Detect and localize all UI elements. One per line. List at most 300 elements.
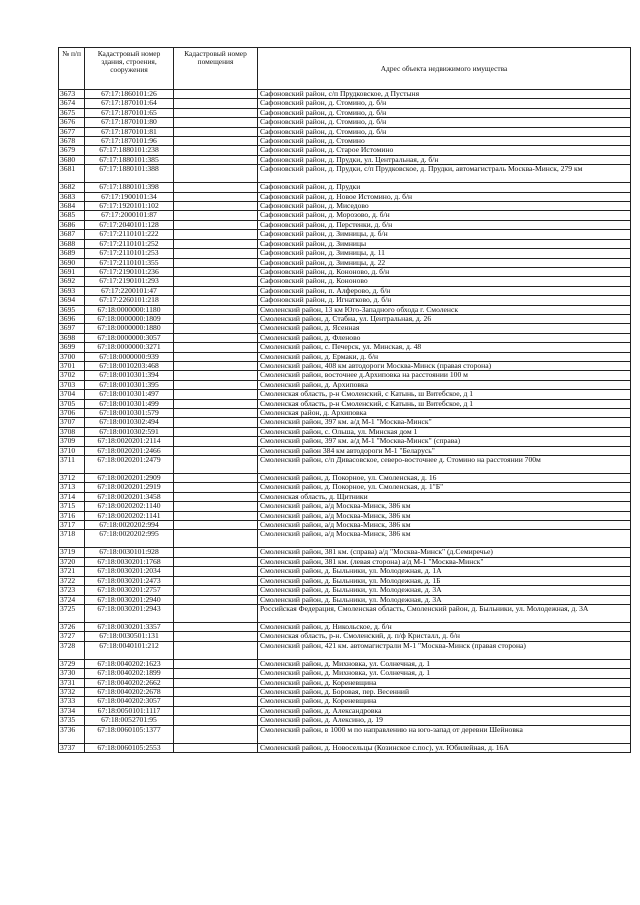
- cadastral-number: 67:17:1870101:81: [85, 127, 174, 136]
- cadastral-number: 67:17:2000101:87: [85, 211, 174, 220]
- cadastral-number: 67:17:2110101:355: [85, 258, 174, 267]
- row-number: 3686: [59, 220, 85, 229]
- room-cadastral-number: [174, 99, 258, 108]
- cadastral-number: 67:17:1920101:102: [85, 202, 174, 211]
- cadastral-number: 67:18:0010302:494: [85, 418, 174, 427]
- row-number: 3701: [59, 361, 85, 370]
- row-number: 3714: [59, 492, 85, 501]
- cadastral-number: 67:18:0040202:1623: [85, 659, 174, 668]
- table-row: [59, 305, 631, 314]
- address-cell: Смоленский район, 397 км. а/д М-1 "Москва-Минск" (справа): [258, 437, 631, 446]
- address-cell: Сафоновский район, д. Перстенки, д. б/н: [258, 220, 631, 229]
- cadastral-number: 67:18:0040202:3057: [85, 697, 174, 706]
- address-cell: Сафоновский район, д. Зимницы, д. 22: [258, 258, 631, 267]
- room-cadastral-number: [174, 427, 258, 436]
- row-number: 3687: [59, 230, 85, 239]
- cadastral-number: 67:18:0030201:2473: [85, 576, 174, 585]
- header-num: № п/п: [59, 48, 85, 90]
- row-number: 3676: [59, 118, 85, 127]
- address-cell: Смоленский район, д. Михновка, ул. Солнечная, д. 1: [258, 659, 631, 668]
- table-row: [59, 127, 631, 136]
- cadastral-number: 67:18:0050101:1117: [85, 706, 174, 715]
- cadastral-number: 67:18:0030201:2757: [85, 586, 174, 595]
- row-number: 3726: [59, 622, 85, 631]
- row-number: 3679: [59, 146, 85, 155]
- address-cell: Смоленский район, с. Печерск, ул. Минская, д. 48: [258, 343, 631, 352]
- room-cadastral-number: [174, 192, 258, 201]
- address-cell: Смоленский район, д. Архиповка: [258, 380, 631, 389]
- cadastral-number: 67:18:0060105:1377: [85, 725, 174, 743]
- table-row: [59, 427, 631, 436]
- room-cadastral-number: [174, 230, 258, 239]
- row-number: 3675: [59, 108, 85, 117]
- row-number: 3694: [59, 296, 85, 305]
- room-cadastral-number: [174, 352, 258, 361]
- address-cell: Смоленский район, д. Кореневщина: [258, 678, 631, 687]
- row-number: 3720: [59, 557, 85, 566]
- table-row: [59, 622, 631, 631]
- table-row: [59, 277, 631, 286]
- table-row: [59, 220, 631, 229]
- row-number: 3736: [59, 725, 85, 743]
- table-row: [59, 492, 631, 501]
- room-cadastral-number: [174, 725, 258, 743]
- table-row: [59, 567, 631, 576]
- room-cadastral-number: [174, 502, 258, 511]
- table-row: [59, 99, 631, 108]
- cadastral-number: 67:17:1880101:398: [85, 183, 174, 192]
- table-row: [59, 530, 631, 548]
- room-cadastral-number: [174, 530, 258, 548]
- room-cadastral-number: [174, 604, 258, 622]
- row-number: 3716: [59, 511, 85, 520]
- room-cadastral-number: [174, 90, 258, 99]
- cadastral-number: 67:18:0030201:2034: [85, 567, 174, 576]
- cadastral-number: 67:17:1870101:80: [85, 118, 174, 127]
- table-row: [59, 258, 631, 267]
- table-row: [59, 483, 631, 492]
- address-cell: Смоленский район 384 км автодороги М-1 "Беларусь": [258, 446, 631, 455]
- row-number: 3717: [59, 521, 85, 530]
- document-page: [58, 47, 630, 753]
- cadastral-number: 67:18:0020201:2466: [85, 446, 174, 455]
- address-cell: Смоленский район, 408 км автодороги Москва-Минск (правая сторона): [258, 361, 631, 370]
- address-cell: Смоленский район, а/д Москва-Минск, 386 км: [258, 511, 631, 520]
- cadastral-number: 67:18:0030201:2943: [85, 604, 174, 622]
- cadastral-number: 67:18:0030201:1768: [85, 557, 174, 566]
- address-cell: Смоленский район, д. Никольское, д. б/н: [258, 622, 631, 631]
- address-cell: Сафоновский район, д. Стомино: [258, 137, 631, 146]
- table-row: [59, 380, 631, 389]
- room-cadastral-number: [174, 409, 258, 418]
- row-number: 3707: [59, 418, 85, 427]
- cadastral-number: 67:17:2110101:252: [85, 239, 174, 248]
- table-row: [59, 146, 631, 155]
- table-row: [59, 521, 631, 530]
- cadastral-number: 67:18:0010301:579: [85, 409, 174, 418]
- table-row: [59, 108, 631, 117]
- room-cadastral-number: [174, 137, 258, 146]
- cadastral-number: 67:18:0000000:3271: [85, 343, 174, 352]
- room-cadastral-number: [174, 343, 258, 352]
- row-number: 3722: [59, 576, 85, 585]
- table-row: [59, 604, 631, 622]
- row-number: 3706: [59, 409, 85, 418]
- cadastral-number: 67:17:1870101:65: [85, 108, 174, 117]
- table-row: [59, 239, 631, 248]
- room-cadastral-number: [174, 483, 258, 492]
- address-cell: Смоленский район, д. Ермаки, д. б/н: [258, 352, 631, 361]
- address-cell: Смоленский район, д. Александровка: [258, 706, 631, 715]
- row-number: 3729: [59, 659, 85, 668]
- row-number: 3715: [59, 502, 85, 511]
- table-row: [59, 390, 631, 399]
- table-body: [59, 90, 631, 753]
- cadastral-number: 67:18:0052701:95: [85, 716, 174, 725]
- table-row: [59, 118, 631, 127]
- address-cell: Сафоновский район, д. Игнатково, д. б/н: [258, 296, 631, 305]
- cadastral-number: 67:17:2260101:218: [85, 296, 174, 305]
- room-cadastral-number: [174, 456, 258, 474]
- property-table: [58, 47, 631, 753]
- room-cadastral-number: [174, 220, 258, 229]
- row-number: 3678: [59, 137, 85, 146]
- row-number: 3708: [59, 427, 85, 436]
- cadastral-number: 67:18:0040202:2662: [85, 678, 174, 687]
- address-cell: Смоленский район, 13 км Юго-Западного обхода г. Смоленск: [258, 305, 631, 314]
- address-cell: Сафоновский район, д. Зимницы: [258, 239, 631, 248]
- row-number: 3724: [59, 595, 85, 604]
- table-row: [59, 90, 631, 99]
- cadastral-number: 67:18:0040101:212: [85, 641, 174, 659]
- address-cell: Смоленский район, а/д Москва-Минск, 386 км: [258, 530, 631, 548]
- cadastral-number: 67:17:2110101:253: [85, 249, 174, 258]
- table-row: [59, 669, 631, 678]
- room-cadastral-number: [174, 267, 258, 276]
- cadastral-number: 67:17:1860101:26: [85, 90, 174, 99]
- table-row: [59, 502, 631, 511]
- address-cell: Сафоновский район, д. Морозово, д. б/н: [258, 211, 631, 220]
- address-cell: Смоленский район, д. Быльники, ул. Молодежная, д. 1А: [258, 567, 631, 576]
- address-cell: Сафоновский район, д. Миседово: [258, 202, 631, 211]
- row-number: 3699: [59, 343, 85, 352]
- address-cell: Сафоновский район, д. Прудки, ул. Центральная, д. б/н: [258, 155, 631, 164]
- row-number: 3718: [59, 530, 85, 548]
- room-cadastral-number: [174, 474, 258, 483]
- table-row: [59, 183, 631, 192]
- room-cadastral-number: [174, 211, 258, 220]
- table-row: [59, 595, 631, 604]
- cadastral-number: 67:18:0000000:1880: [85, 324, 174, 333]
- row-number: 3705: [59, 399, 85, 408]
- cadastral-number: 67:18:0010302:591: [85, 427, 174, 436]
- address-cell: Смоленский район, д. Боровая, пер. Весенний: [258, 687, 631, 696]
- table-row: [59, 659, 631, 668]
- cadastral-number: 67:17:1870101:64: [85, 99, 174, 108]
- row-number: 3674: [59, 99, 85, 108]
- table-row: [59, 678, 631, 687]
- table-row: [59, 725, 631, 743]
- cadastral-number: 67:18:0020201:2114: [85, 437, 174, 446]
- address-cell: Смоленский район, д. Покорное, ул. Смоленская, д. 16: [258, 474, 631, 483]
- room-cadastral-number: [174, 390, 258, 399]
- table-row: [59, 296, 631, 305]
- row-number: 3737: [59, 743, 85, 752]
- table-row: [59, 286, 631, 295]
- address-cell: Смоленский район, д. Стабна, ул. Центральная, д. 26: [258, 314, 631, 323]
- row-number: 3677: [59, 127, 85, 136]
- cadastral-number: 67:18:0040202:2678: [85, 687, 174, 696]
- room-cadastral-number: [174, 399, 258, 408]
- table-row: [59, 211, 631, 220]
- table-row: [59, 437, 631, 446]
- cadastral-number: 67:17:2040101:128: [85, 220, 174, 229]
- address-cell: Сафоновский район, с/п Прудковское, д Пустыня: [258, 90, 631, 99]
- row-number: 3691: [59, 267, 85, 276]
- row-number: 3730: [59, 669, 85, 678]
- address-cell: Смоленская область, р-н Смоленский, с Катынь, ш Витебское, д 1: [258, 390, 631, 399]
- address-cell: Сафоновский район, д. Стомино, д. б/н: [258, 127, 631, 136]
- row-number: 3704: [59, 390, 85, 399]
- room-cadastral-number: [174, 669, 258, 678]
- table-row: [59, 324, 631, 333]
- cadastral-number: 67:17:2190101:236: [85, 267, 174, 276]
- room-cadastral-number: [174, 595, 258, 604]
- address-cell: Смоленский район, д. Михновка, ул. Солнечная, д. 1: [258, 669, 631, 678]
- room-cadastral-number: [174, 380, 258, 389]
- table-row: [59, 409, 631, 418]
- room-cadastral-number: [174, 743, 258, 752]
- table-row: [59, 576, 631, 585]
- table-row: [59, 137, 631, 146]
- room-cadastral-number: [174, 567, 258, 576]
- table-row: [59, 202, 631, 211]
- row-number: 3734: [59, 706, 85, 715]
- table-row: [59, 557, 631, 566]
- address-cell: Сафоновский район, д. Зимницы, д. 11: [258, 249, 631, 258]
- table-row: [59, 371, 631, 380]
- header-address: Адрес объекта недвижимого имущества: [258, 48, 631, 90]
- table-row: [59, 399, 631, 408]
- row-number: 3700: [59, 352, 85, 361]
- address-cell: Смоленский район, д. Покорное, ул. Смоленская, д. 1"Б": [258, 483, 631, 492]
- room-cadastral-number: [174, 706, 258, 715]
- row-number: 3680: [59, 155, 85, 164]
- header-cadastral-room: Кадастровый номер помещения: [174, 48, 258, 90]
- cadastral-number: 67:18:0030201:2940: [85, 595, 174, 604]
- address-cell: Смоленский район, с. Ольша, ул. Минская дом 1: [258, 427, 631, 436]
- address-cell: Смоленский район, 397 км. а/д М-1 "Москва-Минск": [258, 418, 631, 427]
- room-cadastral-number: [174, 296, 258, 305]
- room-cadastral-number: [174, 437, 258, 446]
- cadastral-number: 67:18:0060105:2553: [85, 743, 174, 752]
- room-cadastral-number: [174, 697, 258, 706]
- row-number: 3696: [59, 314, 85, 323]
- room-cadastral-number: [174, 716, 258, 725]
- room-cadastral-number: [174, 446, 258, 455]
- address-cell: Сафоновский район, д. Кононово: [258, 277, 631, 286]
- cadastral-number: 67:18:0020201:2909: [85, 474, 174, 483]
- table-row: [59, 314, 631, 323]
- table-row: [59, 230, 631, 239]
- address-cell: Смоленский район, с/п Дивасовское, северо-восточнее д. Стомино на расстоянии 700м: [258, 456, 631, 474]
- table-row: [59, 474, 631, 483]
- address-cell: Сафоновский район, д. Новое Истомино, д. б/н: [258, 192, 631, 201]
- address-cell: Сафоновский район, п. Алферово, д. б/н: [258, 286, 631, 295]
- room-cadastral-number: [174, 249, 258, 258]
- row-number: 3692: [59, 277, 85, 286]
- cadastral-number: 67:18:0020201:2919: [85, 483, 174, 492]
- table-row: [59, 687, 631, 696]
- address-cell: Сафоновский район, д. Старое Истомино: [258, 146, 631, 155]
- room-cadastral-number: [174, 314, 258, 323]
- room-cadastral-number: [174, 324, 258, 333]
- row-number: 3713: [59, 483, 85, 492]
- room-cadastral-number: [174, 127, 258, 136]
- table-row: [59, 697, 631, 706]
- cadastral-number: 67:17:1880101:385: [85, 155, 174, 164]
- cadastral-number: 67:17:1870101:96: [85, 137, 174, 146]
- address-cell: Сафоновский район, д. Прудки: [258, 183, 631, 192]
- room-cadastral-number: [174, 576, 258, 585]
- address-cell: Смоленский район, д. Фленово: [258, 333, 631, 342]
- table-row: [59, 361, 631, 370]
- address-cell: Смоленский район, 421 км. автомагистрали М-1 "Москва-Минск (правая сторона): [258, 641, 631, 659]
- table-row: [59, 511, 631, 520]
- address-cell: Смоленский район, а/д Москва-Минск, 386 км: [258, 521, 631, 530]
- address-cell: Смоленский район, 381 км. (справа) а/д "Москва-Минск" (д.Семиречье): [258, 548, 631, 557]
- table-row: [59, 249, 631, 258]
- cadastral-number: 67:18:0010301:497: [85, 390, 174, 399]
- table-row: [59, 446, 631, 455]
- cadastral-number: 67:17:1880101:388: [85, 165, 174, 183]
- room-cadastral-number: [174, 678, 258, 687]
- row-number: 3697: [59, 324, 85, 333]
- row-number: 3709: [59, 437, 85, 446]
- cadastral-number: 67:17:1880101:238: [85, 146, 174, 155]
- row-number: 3702: [59, 371, 85, 380]
- room-cadastral-number: [174, 108, 258, 117]
- room-cadastral-number: [174, 557, 258, 566]
- cadastral-number: 67:18:0000000:939: [85, 352, 174, 361]
- address-cell: Смоленский район, д. Быльники, ул. Молодежная, д. 3А: [258, 595, 631, 604]
- cadastral-number: 67:18:0020202:994: [85, 521, 174, 530]
- address-cell: Российская Федерация, Смоленская область, Смоленский район, д. Быльники, ул. Молодежная, д. 3А: [258, 604, 631, 622]
- row-number: 3725: [59, 604, 85, 622]
- cadastral-number: 67:18:0020202:1141: [85, 511, 174, 520]
- table-row: [59, 706, 631, 715]
- cadastral-number: 67:18:0030501:131: [85, 632, 174, 641]
- cadastral-number: 67:18:0030101:928: [85, 548, 174, 557]
- address-cell: Смоленский район, д. Новосельцы (Козинское с.пос), ул. Юбилейная, д. 16А: [258, 743, 631, 752]
- room-cadastral-number: [174, 155, 258, 164]
- row-number: 3710: [59, 446, 85, 455]
- table-row: [59, 352, 631, 361]
- cadastral-number: 67:18:0010301:499: [85, 399, 174, 408]
- table-row: [59, 743, 631, 752]
- table-row: [59, 267, 631, 276]
- address-cell: Смоленская область, р-н. Смоленский, д. п/ф Кристалл, д. б/н: [258, 632, 631, 641]
- table-row: [59, 586, 631, 595]
- cadastral-number: 67:18:0010301:394: [85, 371, 174, 380]
- room-cadastral-number: [174, 305, 258, 314]
- room-cadastral-number: [174, 418, 258, 427]
- row-number: 3733: [59, 697, 85, 706]
- room-cadastral-number: [174, 586, 258, 595]
- row-number: 3698: [59, 333, 85, 342]
- address-cell: Смоленская область, д. Щитники: [258, 492, 631, 501]
- row-number: 3683: [59, 192, 85, 201]
- room-cadastral-number: [174, 632, 258, 641]
- room-cadastral-number: [174, 687, 258, 696]
- address-cell: Смоленский район, а/д Москва-Минск, 386 км: [258, 502, 631, 511]
- cadastral-number: 67:17:2190101:293: [85, 277, 174, 286]
- row-number: 3732: [59, 687, 85, 696]
- table-header: [59, 48, 631, 90]
- cadastral-number: 67:18:0030201:3357: [85, 622, 174, 631]
- row-number: 3735: [59, 716, 85, 725]
- table-row: [59, 333, 631, 342]
- room-cadastral-number: [174, 371, 258, 380]
- row-number: 3728: [59, 641, 85, 659]
- room-cadastral-number: [174, 622, 258, 631]
- room-cadastral-number: [174, 511, 258, 520]
- row-number: 3682: [59, 183, 85, 192]
- row-number: 3703: [59, 380, 85, 389]
- cadastral-number: 67:18:0000000:1809: [85, 314, 174, 323]
- row-number: 3690: [59, 258, 85, 267]
- room-cadastral-number: [174, 659, 258, 668]
- row-number: 3719: [59, 548, 85, 557]
- table-row: [59, 343, 631, 352]
- cadastral-number: 67:18:0020202:995: [85, 530, 174, 548]
- row-number: 3727: [59, 632, 85, 641]
- row-number: 3723: [59, 586, 85, 595]
- row-number: 3695: [59, 305, 85, 314]
- cadastral-number: 67:18:0020201:2479: [85, 456, 174, 474]
- cadastral-number: 67:18:0000000:3057: [85, 333, 174, 342]
- table-row: [59, 418, 631, 427]
- cadastral-number: 67:18:0010203:468: [85, 361, 174, 370]
- address-cell: Сафоновский район, д. Стомино, д. б/н: [258, 118, 631, 127]
- address-cell: Смоленский район, 381 км. (левая сторона) а/д М-1 "Москва-Минск": [258, 557, 631, 566]
- row-number: 3721: [59, 567, 85, 576]
- table-row: [59, 548, 631, 557]
- cadastral-number: 67:18:0010301:395: [85, 380, 174, 389]
- address-cell: Смоленский район, д. Быльники, ул. Молодежная, д. 3А: [258, 586, 631, 595]
- address-cell: Смоленский район, в 1000 м по направлению на юго-запад от деревни Шейновка: [258, 725, 631, 743]
- row-number: 3711: [59, 456, 85, 474]
- address-cell: Сафоновский район, д. Стомино, д. б/н: [258, 99, 631, 108]
- room-cadastral-number: [174, 277, 258, 286]
- address-cell: Смоленский район, д. Алексино, д. 19: [258, 716, 631, 725]
- room-cadastral-number: [174, 118, 258, 127]
- row-number: 3731: [59, 678, 85, 687]
- room-cadastral-number: [174, 286, 258, 295]
- cadastral-number: 67:18:0000000:1180: [85, 305, 174, 314]
- row-number: 3673: [59, 90, 85, 99]
- room-cadastral-number: [174, 258, 258, 267]
- header-cadastral-building: Кадастровый номер здания, строения, сооружения: [85, 48, 174, 90]
- address-cell: Смоленская район, д. Архиповка: [258, 409, 631, 418]
- address-cell: Смоленская область, р-н Смоленский, с Катынь, ш Витебское, д 1: [258, 399, 631, 408]
- room-cadastral-number: [174, 641, 258, 659]
- address-cell: Смоленский район, д. Кореневщина: [258, 697, 631, 706]
- row-number: 3681: [59, 165, 85, 183]
- table-row: [59, 456, 631, 474]
- row-number: 3684: [59, 202, 85, 211]
- cadastral-number: 67:17:1900101:34: [85, 192, 174, 201]
